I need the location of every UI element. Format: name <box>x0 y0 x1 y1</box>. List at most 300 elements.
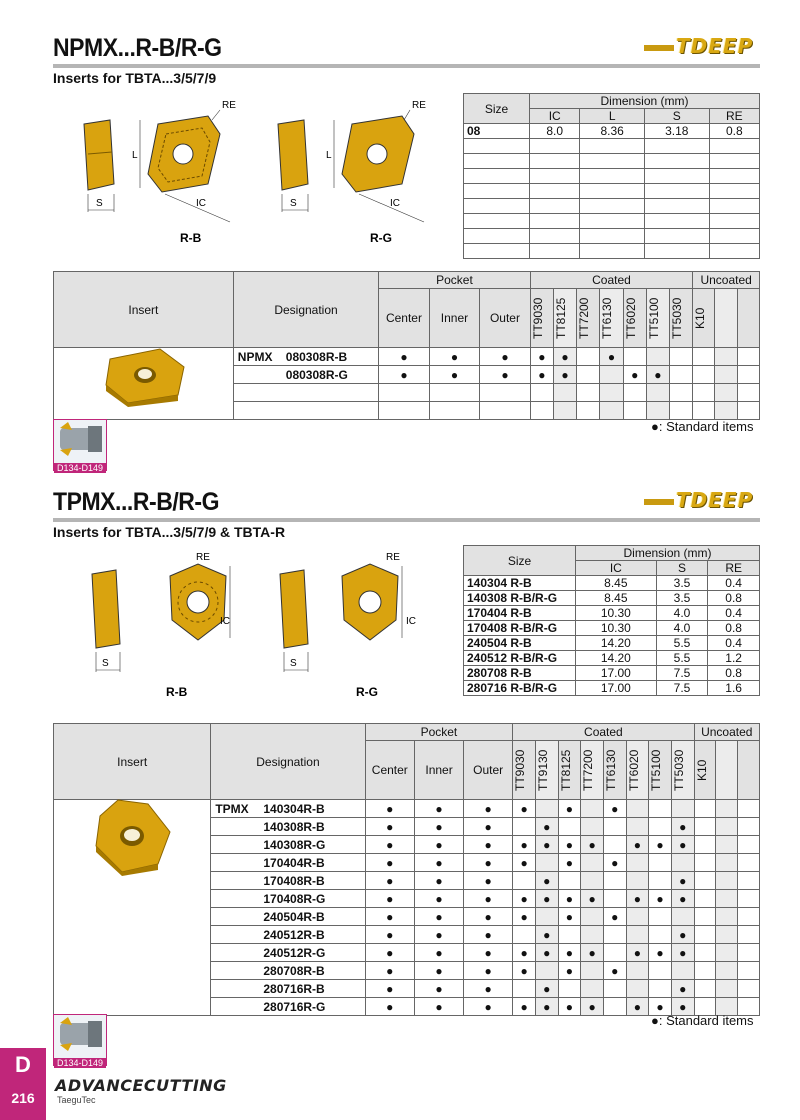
dim-value: 0.4 <box>708 636 760 651</box>
dim-cell-blank <box>530 214 580 229</box>
designation-cell <box>211 980 365 998</box>
grade-label: TT7200 <box>577 297 592 339</box>
uncoated-mark <box>694 818 716 836</box>
dim-cell-blank <box>464 199 530 214</box>
uncoated-mark <box>738 872 760 890</box>
blank-cell <box>379 384 430 402</box>
dim-cell-blank <box>580 184 645 199</box>
grade-mark: ● <box>649 998 672 1016</box>
pocket-mark: ● <box>429 348 480 366</box>
tpmx-insert-image <box>88 796 178 876</box>
dim-cell-blank <box>530 154 580 169</box>
page-tab <box>0 1048 46 1120</box>
blank-cell <box>693 384 715 402</box>
uncoated-mark <box>716 818 738 836</box>
grade-mark: ● <box>603 908 626 926</box>
svg-text:R-B: R-B <box>166 685 188 699</box>
grade-mark: ● <box>513 854 536 872</box>
legend-standard-items-1: ●: Standard items <box>651 419 754 434</box>
pocket-mark: ● <box>365 836 414 854</box>
dim-row-blank <box>464 244 760 259</box>
blank-cell <box>233 384 378 402</box>
tdeep-logo-2: TDEEP <box>644 488 753 512</box>
pocket-mark: ● <box>464 854 513 872</box>
blank-cell <box>737 384 759 402</box>
dim-value: 10.30 <box>576 606 657 621</box>
grade-mark <box>649 980 672 998</box>
dim-cell-blank <box>464 154 530 169</box>
designation-cell <box>233 366 378 384</box>
dim-row-blank <box>464 169 760 184</box>
brand-sub: TaeguTec <box>57 1095 96 1105</box>
grade-mark <box>581 908 604 926</box>
pocket-mark: ● <box>415 836 464 854</box>
title-rule-2 <box>53 518 760 522</box>
designation-prefix: NPMX <box>237 349 273 364</box>
dim-cell-blank <box>709 184 759 199</box>
uncoated-mark <box>738 908 760 926</box>
grade-mark: ● <box>558 854 581 872</box>
dim-size: 08 <box>464 124 530 139</box>
designation-code: 080308R-G <box>285 367 348 382</box>
grade-mark <box>603 872 626 890</box>
dim-size: 170404 R-B <box>464 606 576 621</box>
grade-mark <box>558 872 581 890</box>
grade-mark <box>581 980 604 998</box>
grade-mark <box>671 800 694 818</box>
grade-mark: ● <box>671 926 694 944</box>
grade-mark <box>649 962 672 980</box>
uncoated-mark <box>737 348 759 366</box>
designation-cell <box>211 854 365 872</box>
blank-cell <box>737 402 759 420</box>
dim-value: 7.5 <box>656 666 708 681</box>
dim-value: 0.4 <box>708 576 760 591</box>
dim-value: 8.36 <box>580 124 645 139</box>
grade-col-tt9130 <box>535 741 558 800</box>
grade-mark <box>603 980 626 998</box>
uncoated-mark <box>716 980 738 998</box>
grade-mark: ● <box>671 980 694 998</box>
grade-mark <box>558 818 581 836</box>
grade-mark <box>649 818 672 836</box>
dim-value: 0.4 <box>708 606 760 621</box>
svg-text:S: S <box>290 198 297 209</box>
dim-col-re: RE <box>709 109 759 124</box>
title-rule <box>53 64 760 68</box>
grade-mark: ● <box>558 962 581 980</box>
grade-mark: ● <box>671 818 694 836</box>
uncoated-mark <box>694 872 716 890</box>
cutter-icon-2 <box>54 1015 106 1053</box>
grade-col-tt7200 <box>581 741 604 800</box>
blank-cell <box>577 402 600 420</box>
grade-mark <box>577 366 600 384</box>
coated-header: Coated <box>530 272 693 289</box>
designation-code: 080308R-B <box>285 349 348 364</box>
grade-mark <box>646 348 669 366</box>
pocket-mark: ● <box>464 926 513 944</box>
dim-col-l: L <box>580 109 645 124</box>
designation-cell <box>233 348 378 366</box>
dim-cell-blank <box>644 154 709 169</box>
dim-size: 140308 R-B/R-G <box>464 591 576 606</box>
grade-mark: ● <box>535 890 558 908</box>
pocket-mark: ● <box>464 818 513 836</box>
dim-cell-blank <box>580 244 645 259</box>
grade-mark: ● <box>581 836 604 854</box>
uncoated-mark <box>738 926 760 944</box>
dim-cell-blank <box>530 184 580 199</box>
dim-cell-blank <box>530 199 580 214</box>
blank-cell <box>379 402 430 420</box>
grade-mark: ● <box>671 890 694 908</box>
dim-cell-blank <box>580 139 645 154</box>
npmx-dimension-table <box>463 93 760 259</box>
grade-col-tt6020 <box>626 741 649 800</box>
dim-cell-blank <box>644 139 709 154</box>
size-header-2: Size <box>464 546 576 576</box>
dim-value: 7.5 <box>656 681 708 696</box>
pocket-mark: ● <box>415 818 464 836</box>
uncoated-mark <box>694 944 716 962</box>
pocket-mark: ● <box>464 944 513 962</box>
grade-mark: ● <box>535 926 558 944</box>
grade-mark: ● <box>626 944 649 962</box>
pocket-mark: ● <box>365 890 414 908</box>
pocket-mark: ● <box>365 908 414 926</box>
designation-code: 140308R-G <box>263 837 326 852</box>
grade-label: TT6130 <box>600 297 615 339</box>
pocket-col-inner: Inner <box>415 741 464 800</box>
grade-mark: ● <box>626 998 649 1016</box>
dim-value: 0.8 <box>709 124 759 139</box>
uncoated-mark <box>737 366 759 384</box>
grade-col-tt6020 <box>623 289 646 348</box>
grade-mark <box>535 962 558 980</box>
grade-label: TT7200 <box>581 749 596 791</box>
pocket-mark: ● <box>365 980 414 998</box>
blank-cell <box>715 402 737 420</box>
grade-col-tt8125 <box>553 289 576 348</box>
grade-mark <box>671 854 694 872</box>
designation-code: 240512R-G <box>263 945 326 960</box>
blank-cell <box>646 384 669 402</box>
grade-mark <box>649 872 672 890</box>
pocket-mark: ● <box>365 818 414 836</box>
designation-code: 280716R-G <box>263 999 326 1014</box>
ref-pages-1: D134-D149 <box>54 463 106 473</box>
pocket-mark: ● <box>480 348 531 366</box>
svg-text:IC: IC <box>220 616 230 627</box>
designation-cell <box>211 836 365 854</box>
uncoated-col-blank-2 <box>738 741 760 800</box>
uncoated-mark <box>738 854 760 872</box>
blank-cell <box>480 402 531 420</box>
grade-col-tt5030 <box>670 289 693 348</box>
uncoated-mark <box>738 890 760 908</box>
grade-mark <box>513 980 536 998</box>
dim-row-blank <box>464 229 760 244</box>
blank-cell <box>577 384 600 402</box>
dim-value: 3.5 <box>656 576 708 591</box>
uncoated-header-2: Uncoated <box>694 724 759 741</box>
designation-code: 280708R-B <box>263 963 325 978</box>
grade-mark: ● <box>513 944 536 962</box>
dim-value: 0.8 <box>708 621 760 636</box>
pocket-mark: ● <box>464 908 513 926</box>
grade-mark: ● <box>535 872 558 890</box>
dim-cell-blank <box>709 169 759 184</box>
grade-mark: ● <box>535 836 558 854</box>
grade-mark: ● <box>553 366 576 384</box>
grade-mark: ● <box>581 890 604 908</box>
pocket-col-center: Center <box>379 289 430 348</box>
dim-value: 8.45 <box>576 591 657 606</box>
dim-cell-blank <box>464 229 530 244</box>
dim-row-blank <box>464 184 760 199</box>
grade-label: TT9030 <box>530 297 545 339</box>
uncoated-col-blank-2 <box>737 289 759 348</box>
pocket-mark: ● <box>365 962 414 980</box>
dim-cell-blank <box>709 199 759 214</box>
pocket-mark: ● <box>415 890 464 908</box>
pocket-mark: ● <box>464 800 513 818</box>
grade-mark <box>626 872 649 890</box>
uncoated-mark <box>694 926 716 944</box>
dim-cell-blank <box>464 184 530 199</box>
uncoated-mark <box>715 366 737 384</box>
svg-text:IC: IC <box>406 616 416 627</box>
dim-value: 4.0 <box>656 606 708 621</box>
pocket-mark: ● <box>415 854 464 872</box>
pocket-mark: ● <box>464 980 513 998</box>
svg-text:R-G: R-G <box>356 685 378 699</box>
grade-mark <box>535 800 558 818</box>
rb-side-view <box>84 120 114 190</box>
uncoated-mark <box>738 800 760 818</box>
dim-size: 240504 R-B <box>464 636 576 651</box>
pocket-mark: ● <box>464 872 513 890</box>
grade-mark <box>558 926 581 944</box>
dim-value: 5.5 <box>656 651 708 666</box>
grade-mark <box>603 926 626 944</box>
dim-cell-blank <box>530 139 580 154</box>
dim-row-blank <box>464 199 760 214</box>
grade-mark <box>581 818 604 836</box>
dim-row-blank <box>464 139 760 154</box>
svg-text:IC: IC <box>390 198 400 209</box>
uncoated-mark <box>716 926 738 944</box>
grade-mark <box>649 908 672 926</box>
dim-cell-blank <box>464 244 530 259</box>
grade-mark <box>535 854 558 872</box>
grade-col-tt8125 <box>558 741 581 800</box>
blank-cell <box>429 402 480 420</box>
uncoated-mark <box>694 836 716 854</box>
grade-mark: ● <box>513 890 536 908</box>
grade-mark <box>513 872 536 890</box>
pocket-col-inner: Inner <box>429 289 480 348</box>
designation-cell <box>211 800 365 818</box>
designation-code: 170408R-G <box>263 891 326 906</box>
tpmx-rg-side-view <box>280 570 308 648</box>
pocket-mark: ● <box>464 890 513 908</box>
grade-mark <box>513 926 536 944</box>
blank-cell <box>670 402 693 420</box>
dimension-group-header-2: Dimension (mm) <box>576 546 760 561</box>
grade-mark <box>670 366 693 384</box>
pocket-mark: ● <box>464 962 513 980</box>
npmx-technical-drawing <box>70 94 450 254</box>
uncoated-mark <box>694 908 716 926</box>
grade-mark <box>649 854 672 872</box>
pocket-mark: ● <box>365 926 414 944</box>
svg-text:RE: RE <box>386 552 400 563</box>
grade-mark: ● <box>553 348 576 366</box>
pocket-col-center: Center <box>365 741 414 800</box>
dim-cell-blank <box>530 244 580 259</box>
uncoated-mark <box>716 944 738 962</box>
grade-label: TT9030 <box>513 749 528 791</box>
blank-cell <box>693 402 715 420</box>
grade-mark: ● <box>581 998 604 1016</box>
uncoated-mark <box>716 854 738 872</box>
dim-value: 3.5 <box>656 591 708 606</box>
pocket-col-outer: Outer <box>464 741 513 800</box>
designation-header-2: Designation <box>211 724 365 800</box>
dim-cell-blank <box>580 169 645 184</box>
grade-label: TT8125 <box>558 749 573 791</box>
pocket-mark: ● <box>480 366 531 384</box>
grade-mark: ● <box>600 348 623 366</box>
blank-cell <box>623 402 646 420</box>
rg-side-view <box>278 120 308 190</box>
dim-row-blank <box>464 154 760 169</box>
dim-cell-blank <box>644 244 709 259</box>
uncoated-mark <box>716 962 738 980</box>
dim-col-s: S <box>644 109 709 124</box>
uncoated-mark <box>716 872 738 890</box>
dim-row <box>464 681 760 696</box>
grade-mark: ● <box>513 908 536 926</box>
dimension-group-header: Dimension (mm) <box>530 94 760 109</box>
uncoated-header: Uncoated <box>693 272 760 289</box>
grade-mark: ● <box>626 836 649 854</box>
blank-cell <box>623 384 646 402</box>
dim-value: 1.2 <box>708 651 760 666</box>
uncoated-mark <box>716 908 738 926</box>
grade-mark: ● <box>649 836 672 854</box>
size-header: Size <box>464 94 530 124</box>
grade-mark: ● <box>603 962 626 980</box>
grade-mark <box>671 962 694 980</box>
svg-text:S: S <box>102 658 109 669</box>
ref-box-1[interactable] <box>53 419 107 471</box>
grade-mark: ● <box>558 908 581 926</box>
uncoated-mark <box>716 800 738 818</box>
grade-mark: ● <box>530 366 553 384</box>
svg-text:R-G: R-G <box>370 231 392 245</box>
pocket-mark: ● <box>415 872 464 890</box>
dim-row <box>464 591 760 606</box>
designation-cell <box>211 872 365 890</box>
uncoated-mark <box>693 348 715 366</box>
pocket-mark: ● <box>379 348 430 366</box>
grade-label: TT5030 <box>670 297 685 339</box>
tpmx-dimension-table <box>463 545 760 696</box>
svg-text:S: S <box>96 198 103 209</box>
dim-cell-blank <box>580 199 645 214</box>
dim-size: 170408 R-B/R-G <box>464 621 576 636</box>
uncoated-col-k10 <box>693 289 715 348</box>
dim-row <box>464 636 760 651</box>
page-letter: D <box>15 1052 31 1077</box>
dim-cell-blank <box>709 229 759 244</box>
dim-size: 280716 R-B/R-G <box>464 681 576 696</box>
dim-cell-blank <box>580 229 645 244</box>
pocket-mark: ● <box>365 872 414 890</box>
uncoated-mark <box>716 836 738 854</box>
designation-cell <box>211 908 365 926</box>
blank-cell <box>233 402 378 420</box>
pocket-mark: ● <box>429 366 480 384</box>
grade-mark <box>626 818 649 836</box>
grade-mark: ● <box>558 998 581 1016</box>
dim-value: 8.0 <box>530 124 580 139</box>
blank-cell <box>600 384 623 402</box>
grade-mark: ● <box>535 944 558 962</box>
svg-text:IC: IC <box>196 198 206 209</box>
grade-mark <box>603 944 626 962</box>
dim-row <box>464 651 760 666</box>
dim-cell-blank <box>644 229 709 244</box>
grade-col-tt7200 <box>577 289 600 348</box>
dim-cell-blank <box>709 214 759 229</box>
dim-col-ic: IC <box>530 109 580 124</box>
designation-cell <box>211 818 365 836</box>
uncoated-mark <box>738 962 760 980</box>
grade-mark: ● <box>649 944 672 962</box>
grade-mark <box>558 980 581 998</box>
svg-text:RE: RE <box>222 100 236 111</box>
blank-cell <box>553 402 576 420</box>
uncoated-mark <box>738 818 760 836</box>
dim-cell-blank <box>709 154 759 169</box>
pocket-mark: ● <box>365 944 414 962</box>
dim-size: 280708 R-B <box>464 666 576 681</box>
dim-value: 0.8 <box>708 591 760 606</box>
designation-prefix: TPMX <box>215 801 249 816</box>
dim-size: 140304 R-B <box>464 576 576 591</box>
uncoated-mark <box>693 366 715 384</box>
grade-mark: ● <box>558 836 581 854</box>
blank-cell <box>530 402 553 420</box>
dim-value: 10.30 <box>576 621 657 636</box>
grade-mark: ● <box>671 872 694 890</box>
grade-mark: ● <box>535 998 558 1016</box>
dim-value: 0.8 <box>708 666 760 681</box>
svg-text:L: L <box>326 150 332 161</box>
dim-cell-blank <box>644 199 709 214</box>
grade-mark: ● <box>558 890 581 908</box>
ref-box-2[interactable] <box>53 1014 107 1066</box>
grade-mark <box>623 348 646 366</box>
grade-mark: ● <box>558 944 581 962</box>
section1-title: NPMX...R-B/R-G <box>53 34 222 62</box>
grade-label: TT6020 <box>623 297 638 339</box>
section2-title: TPMX...R-B/R-G <box>53 488 220 516</box>
